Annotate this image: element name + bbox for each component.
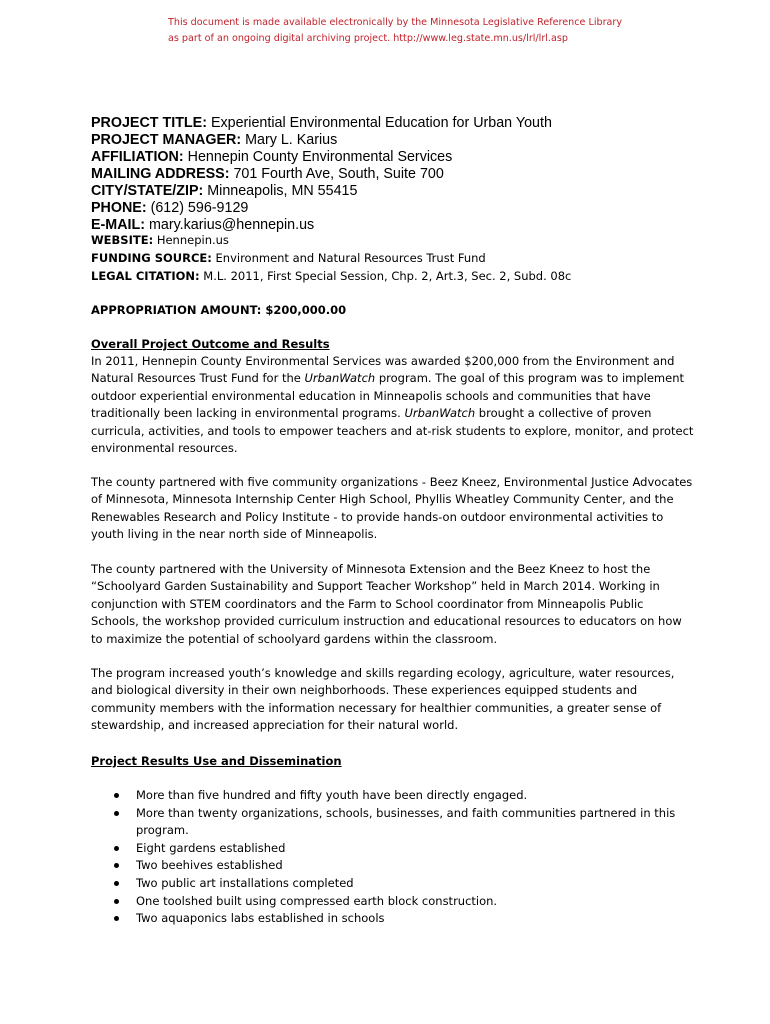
list-item-text: Two beehives established	[136, 858, 283, 873]
list-item	[91, 875, 691, 893]
outcome-paragraph-4	[91, 665, 687, 735]
outcome-p1-line: In 2011, Hennepin County Environmental Services was awarded $200,000 from the Environment and	[91, 354, 675, 368]
outcome-p1-line: environmental resources.	[91, 441, 238, 456]
funding-source-row	[91, 249, 731, 267]
outcome-p2-line: The county partnered with five community organizations - Beez Kneez, Environmental Justice Advocates	[91, 475, 693, 489]
list-item	[91, 910, 691, 928]
outcome-p2-line: of Minnesota, Minnesota Internship Center High School, Phyllis Wheatley Community Center, and the	[91, 492, 674, 507]
outcome-section-title: Overall Project Outcome and Results	[91, 337, 330, 351]
affiliation-label: AFFILIATION:	[91, 149, 184, 165]
outcome-p2-line: youth living in the near north side of Minneapolis.	[91, 527, 378, 542]
outcome-p1-text: traditionally been lacking in environmental programs.	[91, 406, 405, 421]
archive-notice	[168, 15, 648, 47]
project-manager-value: Mary L. Karius	[241, 132, 338, 148]
phone-row	[91, 200, 711, 217]
list-item-text: More than twenty organizations, schools, businesses, and faith communities partnered in this program.	[136, 805, 676, 838]
bullet-icon	[114, 846, 119, 851]
outcome-p1-line	[91, 370, 687, 387]
outcome-p1-line: outdoor experiential environmental education in Minneapolis schools and communities that have	[91, 388, 651, 403]
bullet-icon	[114, 881, 119, 886]
website-label: WEBSITE:	[91, 233, 154, 247]
funding-source-label: FUNDING SOURCE:	[91, 251, 212, 265]
mailing-address-row	[91, 166, 711, 183]
bullet-icon	[114, 916, 119, 921]
list-item	[91, 787, 691, 805]
outcome-p3-line: The county partnered with the University of Minnesota Extension and the Beez Kneez to host the	[91, 562, 651, 576]
city-state-zip-row	[91, 183, 711, 200]
mailing-address-label: MAILING ADDRESS:	[91, 166, 230, 182]
bullet-icon	[114, 811, 119, 816]
list-item-text: More than five hundred and fifty youth have been directly engaged.	[136, 788, 528, 802]
outcome-p1-line	[91, 405, 687, 422]
project-title-label: PROJECT TITLE:	[91, 115, 207, 131]
appropriation-amount: APPROPRIATION AMOUNT: $200,000.00	[91, 303, 347, 317]
urbanwatch-italic: UrbanWatch	[404, 406, 476, 421]
mailing-address-value: 701 Fourth Ave, South, Suite 700	[229, 166, 444, 182]
outcome-paragraph-3	[91, 561, 687, 648]
outcome-p1-text: program. The goal of this program was to implement	[375, 371, 684, 386]
outcome-p2-line: Renewables Research and Policy Institute - to provide hands-on outdoor environmental activities to	[91, 509, 664, 524]
legal-citation-label: LEGAL CITATION:	[91, 269, 200, 283]
funding-source-value: Environment and Natural Resources Trust Fund	[211, 251, 486, 265]
city-state-zip-label: CITY/STATE/ZIP:	[91, 183, 204, 199]
city-state-zip-value: Minneapolis, MN 55415	[203, 183, 358, 199]
bullet-icon	[114, 899, 119, 904]
outcome-p4-line: The program increased youth’s knowledge and skills regarding ecology, agriculture, water resources,	[91, 666, 675, 680]
phone-value: (612) 596-9129	[146, 200, 249, 216]
legal-citation-value: M.L. 2011, First Special Session, Chp. 2, Art.3, Sec. 2, Subd. 08c	[199, 269, 572, 283]
archive-notice-line-1: This document is made available electronically by the Minnesota Legislative Reference Library	[168, 17, 623, 28]
list-item	[91, 893, 691, 911]
project-title-row	[91, 115, 711, 132]
archive-notice-line-2: as part of an ongoing digital archiving project. http://www.leg.state.mn.us/lrl/lrl.asp	[168, 33, 568, 44]
outcome-p1-line: curricula, activities, and tools to empower teachers and at-risk students to explore, monitor, and protect	[91, 423, 694, 438]
website-value: Hennepin.us	[153, 233, 229, 247]
bullet-icon	[114, 793, 119, 798]
list-item	[91, 857, 691, 875]
affiliation-value: Hennepin County Environmental Services	[183, 149, 453, 165]
dissemination-section-title: Project Results Use and Dissemination	[91, 754, 342, 768]
project-meta	[91, 231, 731, 285]
outcome-p3-line: to maximize the potential of schoolyard gardens within the classroom.	[91, 631, 498, 646]
outcome-p3-line: conjunction with STEM coordinators and the Farm to School coordinator from Minneapolis Public	[91, 596, 644, 611]
outcome-p4-line: and biological diversity in their own neighborhoods. These experiences equipped students and	[91, 683, 638, 698]
outcome-p1-text: Natural Resources Trust Fund for the	[91, 371, 305, 386]
project-manager-row	[91, 132, 711, 149]
outcome-p3-line: “Schoolyard Garden Sustainability and Support Teacher Workshop” held in March 2014. Working in	[91, 579, 660, 594]
results-bullet-list	[91, 787, 691, 928]
email-value: mary.karius@hennepin.us	[145, 217, 315, 233]
list-item	[91, 840, 691, 858]
list-item	[91, 805, 691, 840]
bullet-icon	[114, 863, 119, 868]
list-item-text: Eight gardens established	[136, 840, 286, 855]
outcome-p1-text: brought a collective of proven	[475, 406, 652, 421]
outcome-paragraph-1	[91, 353, 694, 457]
outcome-paragraph-2	[91, 474, 693, 544]
legal-citation-row	[91, 267, 731, 285]
phone-label: PHONE:	[91, 200, 147, 216]
list-item-text: One toolshed built using compressed earth block construction.	[136, 893, 498, 908]
outcome-p3-line: Schools, the workshop provided curriculum instruction and educational resources to educators on how	[91, 614, 682, 629]
project-manager-label: PROJECT MANAGER:	[91, 132, 242, 148]
urbanwatch-italic: UrbanWatch	[304, 371, 376, 386]
project-title-value: Experiential Environmental Education for Urban Youth	[206, 115, 552, 131]
list-item-text: Two aquaponics labs established in schools	[136, 911, 385, 926]
email-label: E-MAIL:	[91, 217, 145, 233]
project-header	[91, 115, 711, 234]
list-item-text: Two public art installations completed	[136, 875, 354, 890]
website-row	[91, 231, 731, 249]
affiliation-row	[91, 149, 711, 166]
outcome-p4-line: community members with the information necessary for healthier communities, a greater sense of	[91, 700, 662, 715]
outcome-p4-line: stewardship, and increased appreciation for their natural world.	[91, 718, 459, 733]
